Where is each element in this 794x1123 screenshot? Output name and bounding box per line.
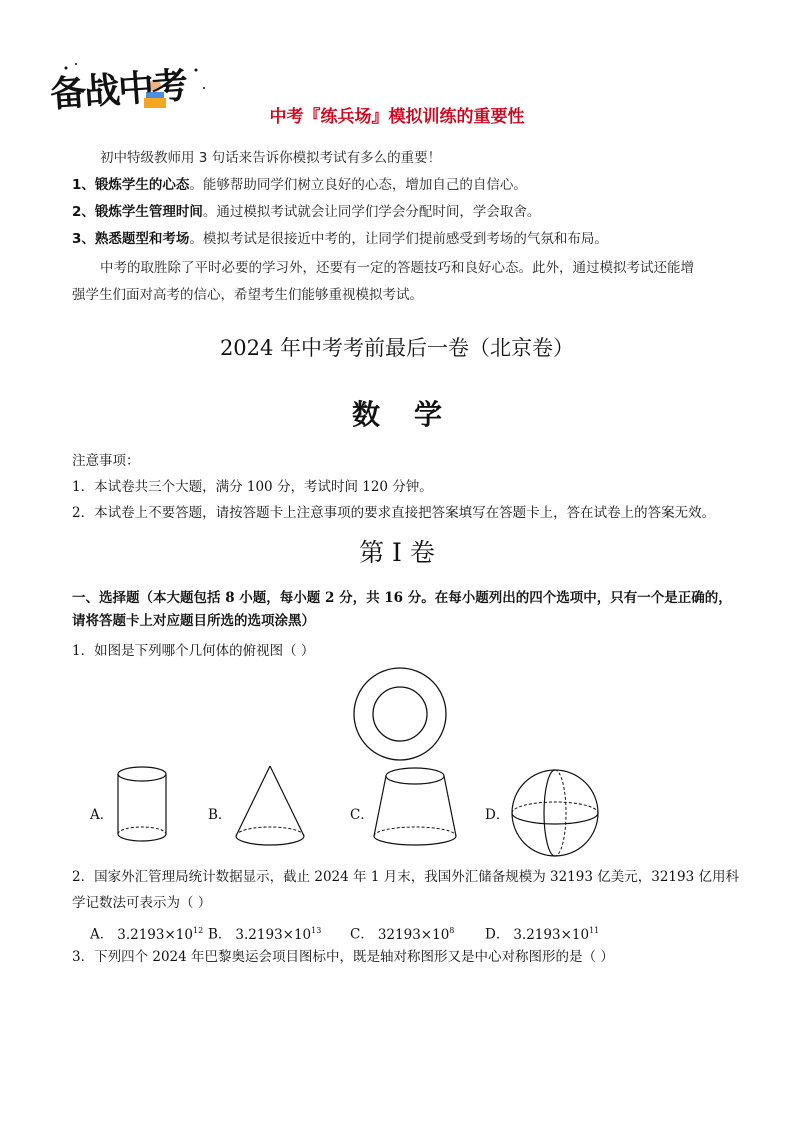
- intro-item-text: 。能够帮助同学们树立良好的心态，增加自己的自信心。: [189, 177, 527, 193]
- section-heading-line2: 请将答题卡上对应题目所选的选项涂黑）: [72, 613, 315, 629]
- intro-item-bold: 锻炼学生管理时间: [94, 204, 203, 220]
- notice-item: 1．本试卷共三个大题，满分 100 分，考试时间 120 分钟。: [72, 479, 433, 495]
- intro-closing-1: 中考的取胜除了平时必要的学习外，还要有一定的答题技巧和良好心态。此外，通过模拟考试还能增: [100, 260, 694, 276]
- option-base: 3.2193×10: [117, 926, 193, 943]
- option-d-label: D．: [485, 807, 510, 823]
- q2-option-c: [350, 921, 454, 945]
- q2-option-d: [485, 921, 599, 945]
- cone-figure: [230, 762, 310, 850]
- option-exp: 8: [449, 926, 455, 935]
- question-1-stem: 1．如图是下列哪个几何体的俯视图（ ）: [72, 643, 315, 659]
- q2-option-b: [208, 921, 321, 945]
- intro-item-bold: 锻炼学生的心态: [94, 177, 190, 193]
- option-b-label: B．: [208, 807, 232, 823]
- option-exp: 12: [192, 926, 204, 935]
- header-title: 中考『练兵场』模拟训练的重要性: [269, 107, 525, 127]
- option-c-label: C．: [350, 807, 374, 823]
- intro-item-3: [72, 229, 608, 249]
- option-label: A．: [90, 926, 114, 943]
- section-heading-line1: 一、选择题（本大题包括 8 小题，每小题 2 分，共 16 分。在每小题列出的四个选项中，只有一个是正确的，: [72, 590, 732, 606]
- question-2-stem-line2: 学记数法可表示为（ ）: [72, 895, 212, 911]
- intro-closing-2: 强学生们面对高考的信心，希望考生们能够重视模拟考试。: [72, 287, 423, 303]
- sphere-figure: [508, 766, 602, 860]
- exam-title: 2024 年中考考前最后一卷（北京卷）: [219, 336, 575, 360]
- cylinder-figure: [112, 764, 172, 846]
- option-exp: 13: [311, 926, 322, 935]
- option-base: 3.2193×10: [513, 926, 590, 943]
- intro-item-1: [72, 175, 527, 195]
- question-3-stem: 3．下列四个 2024 年巴黎奥运会项目图标中，既是轴对称图形又是中心对称图形的是（ ）: [72, 949, 614, 965]
- intro-item-num: 1、: [72, 177, 95, 193]
- intro-line: 初中特级教师用 3 句话来告诉你模拟考试有多么的重要！: [100, 150, 442, 166]
- question-2-stem-line1: 2．国家外汇管理局统计数据显示，截止 2024 年 1 月末，我国外汇储备规模为 32193 亿美元，32193 亿用科: [72, 869, 739, 885]
- option-base: 3.2193×10: [235, 926, 312, 943]
- option-label: D．: [485, 926, 510, 943]
- volume-title: 第 I 卷: [359, 538, 435, 567]
- option-a-label: A．: [90, 807, 114, 823]
- intro-item-num: 3、: [72, 231, 95, 247]
- intro-item-num: 2、: [72, 204, 95, 220]
- intro-item-2: [72, 202, 540, 222]
- logo-text: 备战中考: [48, 65, 188, 116]
- intro-item-text: 。通过模拟考试就会让同学们学会分配时间，学会取舍。: [202, 204, 541, 220]
- option-exp: 11: [589, 926, 600, 935]
- intro-item-text: 。模拟考试是很接近中考的，让同学们提前感受到考场的气氛和布局。: [189, 231, 608, 247]
- option-label: C．: [350, 926, 374, 943]
- notice-item: 2．本试卷上不要答题，请按答题卡上注意事项的要求直接把答案填写在答题卡上，答在试卷上的答案无效。: [72, 505, 716, 521]
- frustum-figure: [370, 764, 460, 850]
- ring-top-view: [350, 664, 450, 764]
- exam-subject: 数学: [351, 398, 476, 431]
- option-base: 32193×10: [377, 926, 450, 943]
- q2-option-a: [90, 921, 203, 945]
- intro-item-bold: 熟悉题型和考场: [94, 231, 190, 247]
- notice-title: 注意事项：: [72, 453, 140, 469]
- option-label: B．: [208, 926, 232, 943]
